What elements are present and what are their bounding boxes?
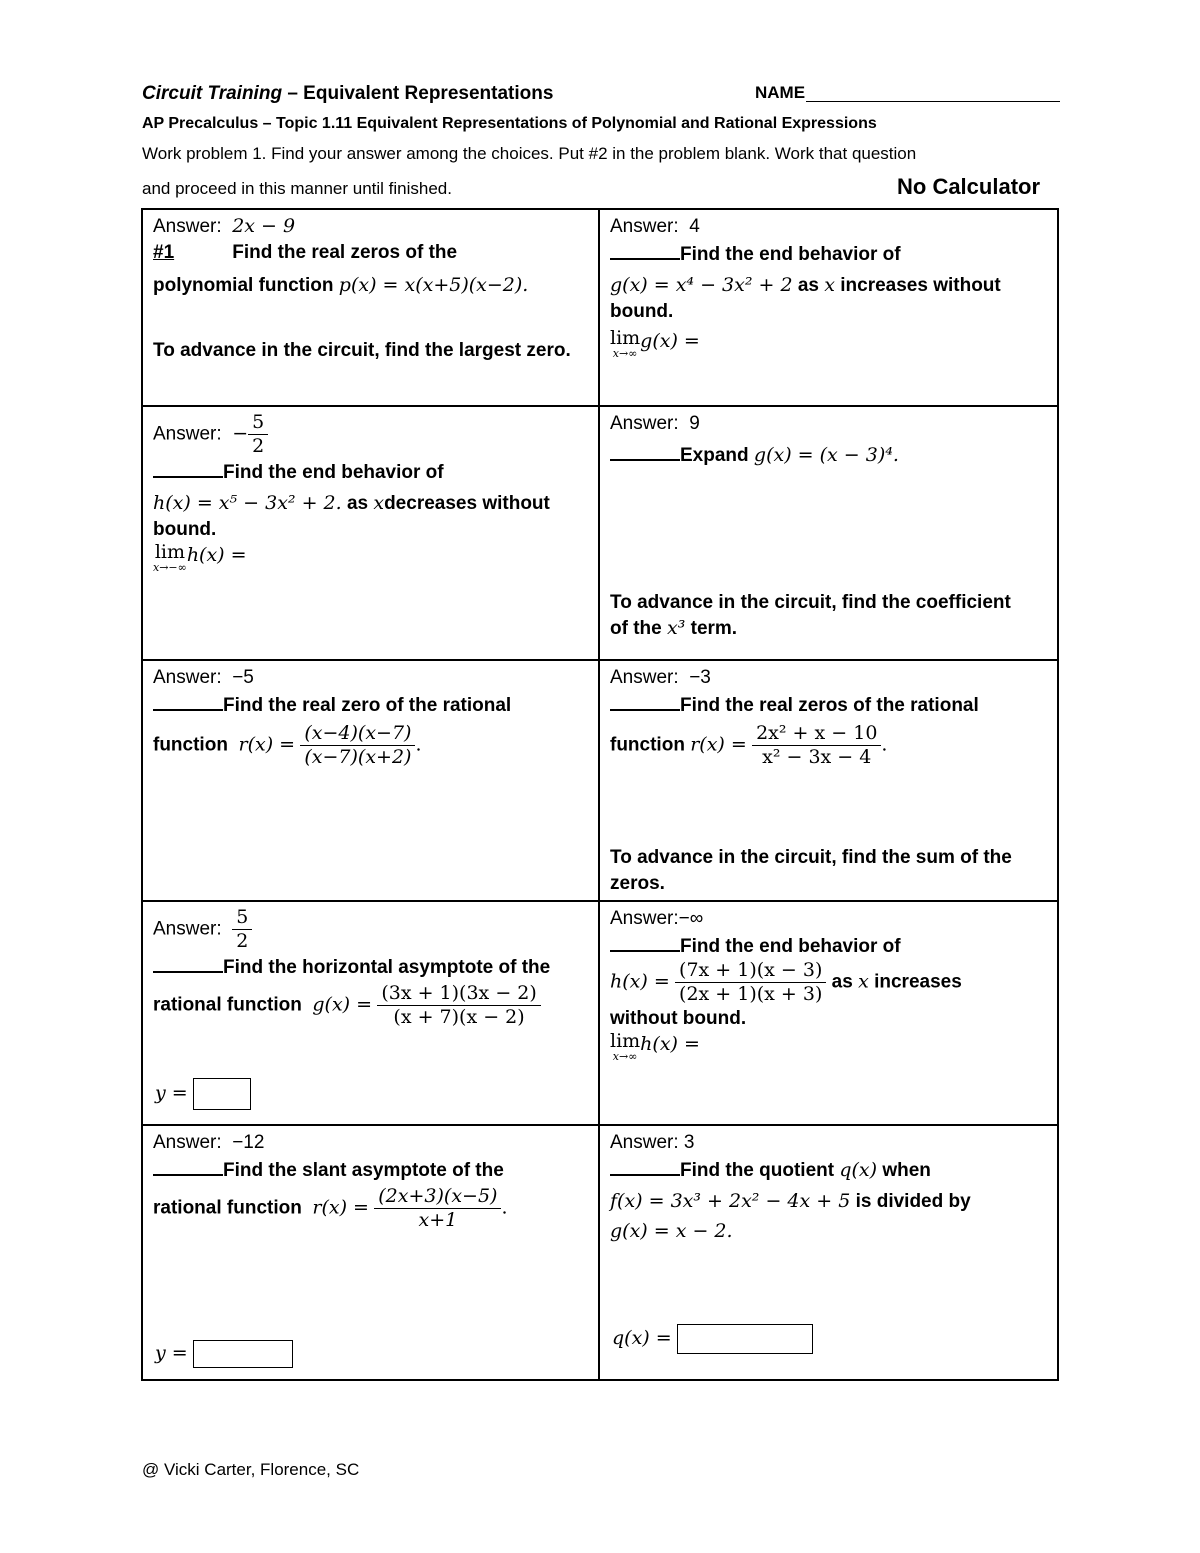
task-text: Find the horizontal asymptote of the bbox=[223, 956, 551, 978]
task-text: Find the end behavior of bbox=[223, 461, 444, 483]
answer-fraction bbox=[248, 411, 268, 458]
circuit-cell-5 bbox=[143, 661, 600, 902]
function-lhs: h(x) = bbox=[610, 970, 670, 993]
circuit-cell-10 bbox=[600, 1126, 1057, 1379]
task-mid: as bbox=[797, 275, 819, 297]
answer-line bbox=[610, 214, 1047, 240]
dividend-expression: f(x) = 3x³ + 2x² − 4x + 5 bbox=[610, 1190, 851, 1213]
task-text-2: function bbox=[153, 734, 228, 756]
task-text: Find the real zero of the rational bbox=[223, 694, 512, 716]
answer-label: Answer: bbox=[610, 413, 679, 434]
answer-label: Answer: bbox=[610, 667, 679, 688]
divisor-expression: g(x) = x − 2. bbox=[610, 1219, 733, 1242]
task-line-3 bbox=[610, 1219, 1047, 1245]
answer-line bbox=[153, 214, 588, 240]
function-lhs: g(x) = bbox=[312, 993, 373, 1016]
quotient-label: q(x) = bbox=[612, 1327, 672, 1350]
rational-fraction bbox=[752, 722, 881, 769]
rational-fraction bbox=[374, 1185, 501, 1232]
task-text-2: function bbox=[610, 734, 685, 756]
fraction-denominator: (2x + 1)(x + 3) bbox=[679, 983, 823, 1006]
rational-fraction bbox=[377, 982, 540, 1029]
task-line-2 bbox=[610, 1189, 1047, 1215]
task-line-3: bound. bbox=[153, 518, 217, 540]
instructions-line-1: Work problem 1. Find your answer among the choices. Put #2 in the problem blank. Work that question bbox=[142, 144, 917, 163]
limit-word: lim bbox=[610, 326, 641, 349]
fraction-numerator: 2x² + x − 10 bbox=[752, 722, 881, 746]
answer-label: Answer: bbox=[610, 216, 679, 237]
polynomial-expression: p(x) = x(x+5)(x−2). bbox=[338, 274, 529, 297]
task-text: Find the real zeros of the bbox=[232, 241, 458, 263]
task-text: Find the slant asymptote of the bbox=[223, 1159, 504, 1181]
rational-fraction bbox=[300, 722, 415, 769]
task-line bbox=[610, 1156, 1047, 1184]
advance-text-2: of the bbox=[610, 617, 662, 639]
fraction-numerator: (7x + 1)(x − 3) bbox=[675, 959, 826, 983]
fraction-denominator: x+1 bbox=[418, 1209, 458, 1232]
fraction-numerator: 5 bbox=[248, 411, 268, 435]
y-label: y = bbox=[155, 1342, 188, 1365]
period: . bbox=[881, 733, 888, 756]
limit-word: lim bbox=[610, 1029, 641, 1052]
answer-line bbox=[610, 411, 1047, 437]
function-expression: g(x) = (x − 3)⁴. bbox=[753, 443, 899, 466]
quotient-answer-line bbox=[612, 1324, 813, 1354]
answer-box[interactable] bbox=[193, 1340, 293, 1368]
task-line-2 bbox=[153, 982, 588, 1029]
function-lhs: r(x) = bbox=[690, 733, 747, 756]
task-line bbox=[153, 240, 588, 266]
fraction-denominator: (x−7)(x+2) bbox=[304, 746, 412, 769]
fraction-denominator: (x + 7)(x − 2) bbox=[393, 1006, 525, 1029]
advance-instruction: To advance in the circuit, find the largest zero. bbox=[153, 340, 571, 361]
fraction-numerator: (x−4)(x−7) bbox=[300, 722, 415, 746]
task-text: Find the real zeros of the rational bbox=[680, 694, 979, 716]
answer-value: −∞ bbox=[678, 908, 704, 929]
task-line-2 bbox=[153, 722, 588, 769]
limit-expression: h(x) = bbox=[186, 543, 247, 566]
answer-value: 9 bbox=[689, 413, 700, 434]
circuit-cell-8 bbox=[600, 902, 1057, 1126]
answer-label: Answer: bbox=[153, 918, 222, 940]
footer-credit: @ Vicki Carter, Florence, SC bbox=[142, 1460, 360, 1479]
function-expression: g(x) = x⁴ − 3x² + 2 bbox=[610, 274, 793, 297]
limit-subscript: x→∞ bbox=[612, 346, 638, 360]
task-end: when bbox=[882, 1159, 931, 1181]
circuit-cell-9 bbox=[143, 1126, 600, 1379]
task-line bbox=[153, 691, 588, 719]
limit-line bbox=[153, 540, 588, 574]
fraction-denominator: x² − 3x − 4 bbox=[762, 746, 872, 769]
fraction-denominator: 2 bbox=[236, 929, 249, 952]
task-text-2: rational function bbox=[153, 1197, 302, 1219]
subtitle: AP Precalculus – Topic 1.11 Equivalent Representations of Polynomial and Rational Expressions bbox=[142, 115, 877, 132]
problem-blank[interactable] bbox=[610, 441, 680, 461]
period: . bbox=[501, 1196, 508, 1219]
answer-value: 2x − 9 bbox=[232, 215, 296, 237]
fraction-denominator: 2 bbox=[252, 434, 265, 457]
task-line-2 bbox=[610, 959, 1047, 1006]
advance-text-1: To advance in the circuit, find the coefficient bbox=[610, 592, 1011, 613]
problem-blank[interactable] bbox=[610, 1156, 680, 1176]
name-label: NAME bbox=[755, 83, 806, 102]
header bbox=[142, 83, 1060, 109]
variable: x bbox=[858, 970, 869, 993]
task-line bbox=[610, 932, 1047, 960]
title-italic: Circuit Training bbox=[142, 83, 283, 104]
circuit-cell-3 bbox=[143, 407, 600, 661]
limit-line bbox=[610, 326, 1047, 360]
limit-subscript: x→−∞ bbox=[153, 560, 187, 574]
circuit-cell-1 bbox=[143, 210, 600, 407]
answer-line bbox=[610, 665, 1047, 691]
fraction-numerator: 5 bbox=[232, 906, 252, 930]
function-lhs: r(x) = bbox=[238, 733, 296, 756]
task-text-2: rational function bbox=[153, 994, 302, 1016]
answer-value: 4 bbox=[689, 216, 700, 237]
asymptote-answer-line bbox=[155, 1340, 293, 1368]
circuit-cell-4 bbox=[600, 407, 1057, 661]
problem-blank[interactable] bbox=[153, 1156, 223, 1176]
limit-operator bbox=[610, 326, 641, 360]
task-line bbox=[153, 1156, 588, 1184]
variable: x bbox=[824, 274, 835, 297]
limit-operator bbox=[153, 540, 187, 574]
task-line bbox=[610, 441, 1047, 469]
circuit-cell-2 bbox=[600, 210, 1057, 407]
rational-fraction bbox=[675, 959, 826, 1006]
task-line-2 bbox=[153, 491, 588, 517]
answer-label: Answer: bbox=[153, 423, 222, 445]
problem-number: #1 bbox=[153, 241, 175, 263]
answer-fraction bbox=[232, 906, 252, 953]
circuit-grid bbox=[141, 208, 1059, 1381]
task-line bbox=[153, 458, 588, 486]
task-line-2 bbox=[610, 722, 1047, 769]
task-divided-by: is divided by bbox=[855, 1191, 971, 1213]
task-end: increases bbox=[874, 971, 962, 993]
answer-line bbox=[153, 1130, 588, 1156]
limit-line bbox=[610, 1029, 1047, 1063]
title-rest: – Equivalent Representations bbox=[282, 83, 554, 104]
limit-expression: g(x) = bbox=[640, 329, 700, 352]
answer-label: Answer: bbox=[153, 216, 222, 237]
answer-label: Answer: bbox=[153, 667, 222, 688]
task-mid: as bbox=[831, 971, 853, 993]
task-line bbox=[153, 953, 588, 981]
name-blank[interactable] bbox=[806, 101, 1060, 102]
answer-value: −3 bbox=[689, 667, 711, 688]
no-calculator-label: No Calculator bbox=[897, 174, 1041, 199]
task-line-2 bbox=[153, 1185, 588, 1232]
circuit-cell-6 bbox=[600, 661, 1057, 902]
task-text: Find the end behavior of bbox=[680, 935, 901, 957]
answer-value: −5 bbox=[232, 667, 254, 688]
task-end: increases without bound. bbox=[610, 275, 1001, 322]
function-lhs: r(x) = bbox=[312, 1196, 369, 1219]
answer-box[interactable] bbox=[193, 1078, 251, 1110]
task-text: Find the end behavior of bbox=[680, 243, 901, 265]
answer-box[interactable] bbox=[677, 1324, 813, 1354]
y-label: y = bbox=[155, 1082, 188, 1105]
answer-value: 3 bbox=[683, 1132, 695, 1153]
problem-blank[interactable] bbox=[153, 953, 223, 973]
answer-line bbox=[153, 411, 588, 458]
circuit-cell-7 bbox=[143, 902, 600, 1126]
answer-label: Answer: bbox=[610, 1132, 679, 1153]
task-text: Find the quotient bbox=[680, 1159, 835, 1181]
advance-text-3: term. bbox=[690, 617, 738, 639]
task-end: decreases without bbox=[384, 493, 550, 515]
problem-blank[interactable] bbox=[610, 240, 680, 260]
task-line bbox=[610, 691, 1047, 719]
answer-sign: − bbox=[232, 422, 249, 445]
task-line-2 bbox=[610, 273, 1047, 324]
function-expression: h(x) = x⁵ − 3x² + 2. bbox=[153, 492, 342, 515]
task-text-2: polynomial function bbox=[153, 275, 334, 297]
task-line-2 bbox=[153, 273, 588, 299]
advance-instruction: To advance in the circuit, find the sum of the zeros. bbox=[610, 847, 1012, 894]
task-text: Expand bbox=[680, 444, 749, 466]
asymptote-answer-line bbox=[155, 1078, 251, 1110]
problem-blank[interactable] bbox=[610, 691, 680, 711]
problem-blank[interactable] bbox=[610, 932, 680, 952]
variable: x bbox=[373, 492, 385, 515]
answer-line bbox=[153, 665, 588, 691]
limit-subscript: x→∞ bbox=[612, 1049, 638, 1063]
problem-blank[interactable] bbox=[153, 458, 223, 478]
task-mid: as bbox=[346, 493, 369, 515]
answer-line bbox=[610, 906, 1047, 932]
answer-line bbox=[153, 906, 588, 953]
advance-instruction bbox=[610, 590, 1047, 641]
answer-value: −12 bbox=[232, 1132, 265, 1153]
instructions-line-2: and proceed in this manner until finished. bbox=[142, 179, 452, 198]
advance-variable: x³ bbox=[667, 616, 686, 639]
limit-word: lim bbox=[154, 540, 185, 563]
answer-label: Answer: bbox=[153, 1132, 222, 1153]
task-line bbox=[610, 240, 1047, 268]
limit-expression: h(x) = bbox=[640, 1032, 700, 1055]
answer-label: Answer: bbox=[610, 908, 679, 929]
answer-line bbox=[610, 1130, 1047, 1156]
limit-operator bbox=[610, 1029, 641, 1063]
fraction-numerator: (2x+3)(x−5) bbox=[374, 1185, 501, 1209]
period: . bbox=[415, 733, 422, 756]
task-line-3: without bound. bbox=[610, 1007, 747, 1029]
problem-blank[interactable] bbox=[153, 691, 223, 711]
quotient-symbol: q(x) bbox=[839, 1158, 878, 1181]
fraction-numerator: (3x + 1)(3x − 2) bbox=[377, 982, 540, 1006]
